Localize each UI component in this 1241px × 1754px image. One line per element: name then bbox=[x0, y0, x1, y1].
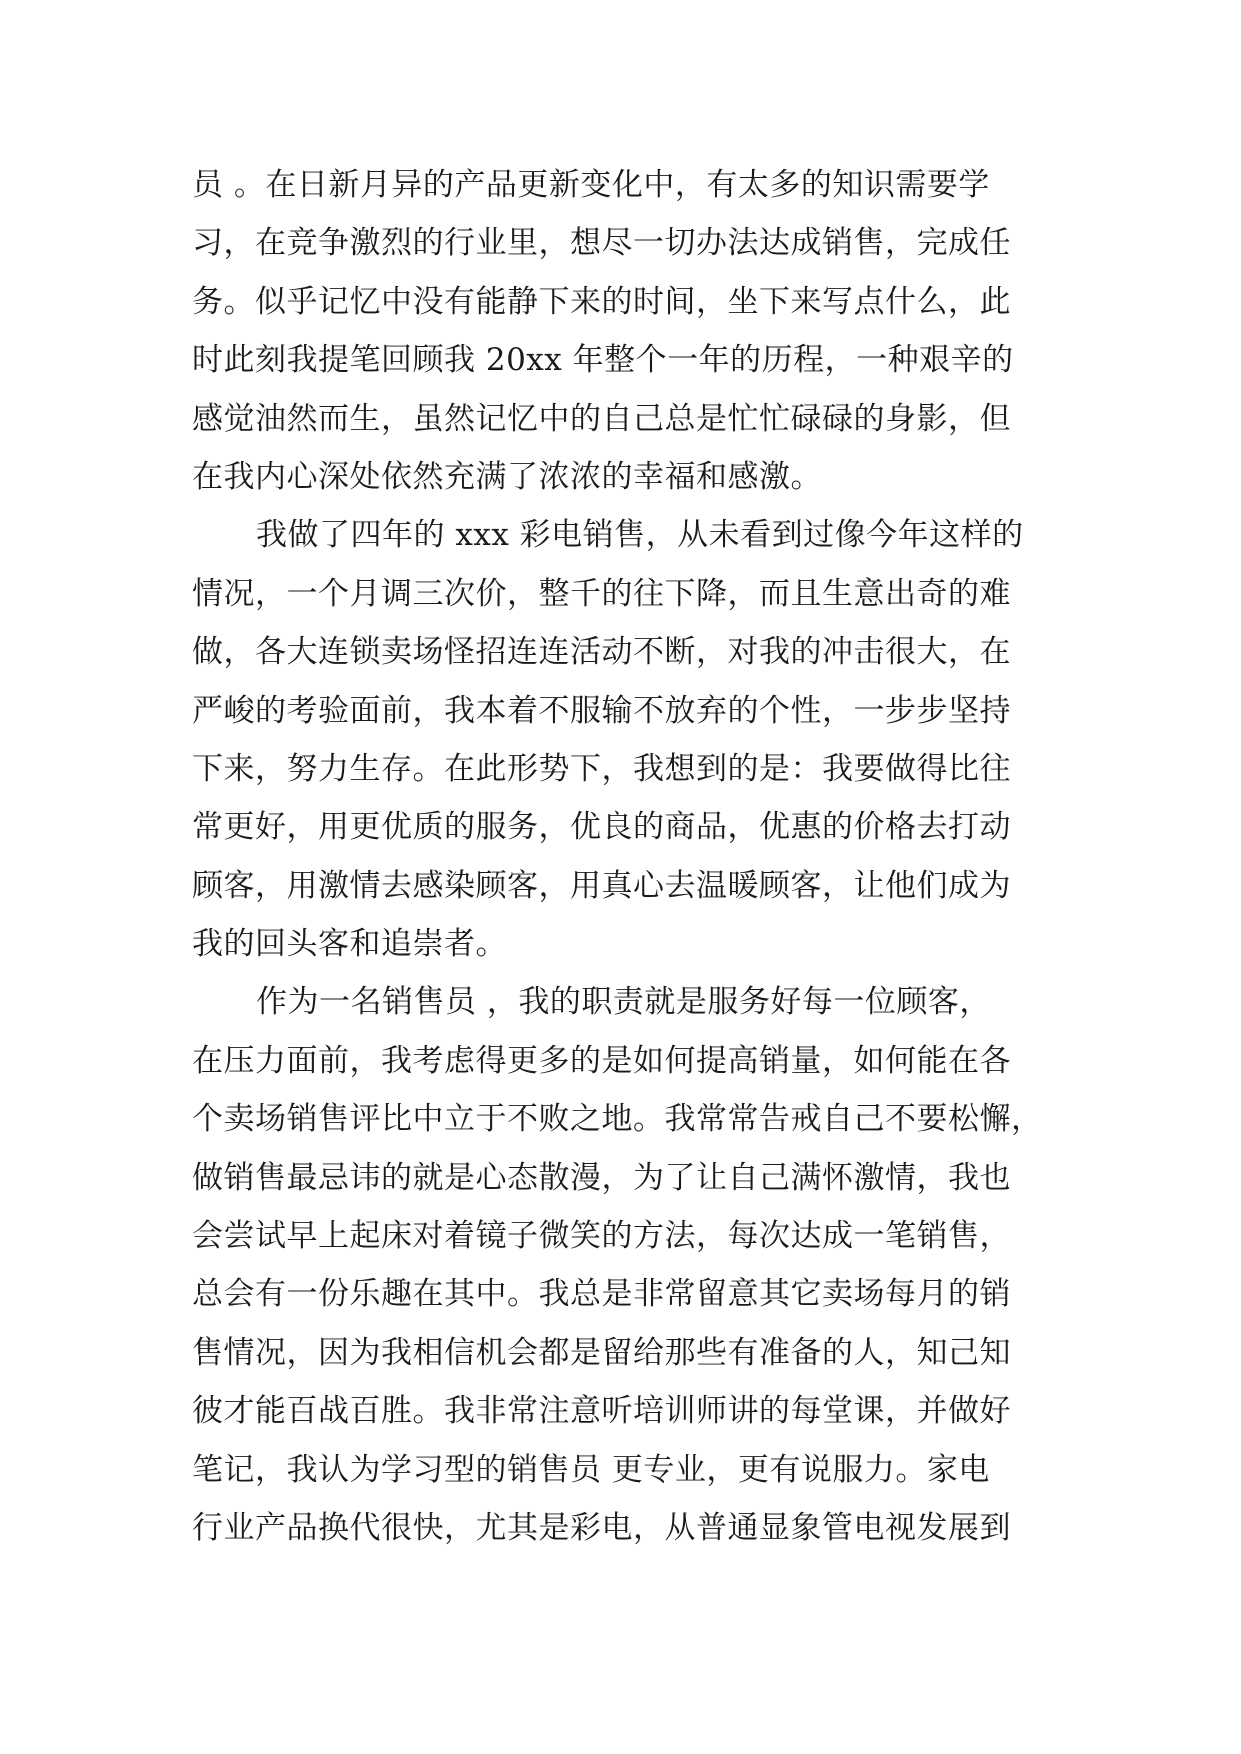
text-line: 行业产品换代很快，尤其是彩电，从普通显象管电视发展到 bbox=[192, 1509, 1011, 1546]
text-line: 笔记，我认为学习型的销售员 更专业，更有说服力。家电 bbox=[192, 1451, 990, 1488]
body-text bbox=[192, 156, 1052, 1557]
text-line: 下来，努力生存。在此形势下，我想到的是：我要做得比往 bbox=[192, 750, 1011, 787]
text-line: 顾客，用激情去感染顾客，用真心去温暖顾客，让他们成为 bbox=[192, 867, 1011, 904]
text-line: 售情况，因为我相信机会都是留给那些有准备的人，知己知 bbox=[192, 1334, 1011, 1371]
paragraph bbox=[192, 506, 1052, 973]
text-line: 我做了四年的 xxx 彩电销售，从未看到过像今年这样的 bbox=[256, 517, 1024, 554]
text-line: 情况，一个月调三次价，整千的往下降，而且生意出奇的难 bbox=[192, 575, 1011, 612]
text-line: 严峻的考验面前，我本着不服输不放弃的个性，一步步坚持 bbox=[192, 692, 1011, 729]
text-line: 员 。在日新月异的产品更新变化中，有太多的知识需要学 bbox=[192, 167, 990, 203]
text-line: 在我内心深处依然充满了浓浓的幸福和感激。 bbox=[192, 458, 822, 495]
text-line: 习，在竞争激烈的行业里，想尽一切办法达成销售，完成任 bbox=[192, 225, 1011, 262]
text-line: 做销售最忌讳的就是心态散漫，为了让自己满怀激情，我也 bbox=[192, 1159, 1011, 1196]
text-line: 时此刻我提笔回顾我 20xx 年整个一年的历程，一种艰辛的 bbox=[192, 342, 1014, 379]
text-line: 个卖场销售评比中立于不败之地。我常常告戒自己不要松懈， bbox=[192, 1101, 1043, 1138]
text-line: 常更好，用更优质的服务，优良的商品，优惠的价格去打动 bbox=[192, 809, 1011, 846]
text-line: 我的回头客和追崇者。 bbox=[192, 926, 507, 963]
text-line: 在压力面前，我考虑得更多的是如何提高销量，如何能在各 bbox=[192, 1042, 1011, 1079]
text-line: 作为一名销售员 ，我的职责就是服务好每一位顾客， bbox=[256, 984, 991, 1021]
text-line: 总会有一份乐趣在其中。我总是非常留意其它卖场每月的销 bbox=[192, 1276, 1011, 1313]
text-line: 会尝试早上起床对着镜子微笑的方法，每次达成一笔销售， bbox=[192, 1218, 1011, 1255]
text-line: 务。似乎记忆中没有能静下来的时间，坐下来写点什么，此 bbox=[192, 283, 1011, 320]
paragraph bbox=[192, 973, 1052, 1557]
text-line: 做，各大连锁卖场怪招连连活动不断，对我的冲击很大，在 bbox=[192, 634, 1011, 671]
paragraph bbox=[192, 156, 1052, 506]
text-line: 感觉油然而生，虽然记忆中的自己总是忙忙碌碌的身影，但 bbox=[192, 400, 1011, 437]
text-line: 彼才能百战百胜。我非常注意听培训师讲的每堂课，并做好 bbox=[192, 1393, 1011, 1430]
